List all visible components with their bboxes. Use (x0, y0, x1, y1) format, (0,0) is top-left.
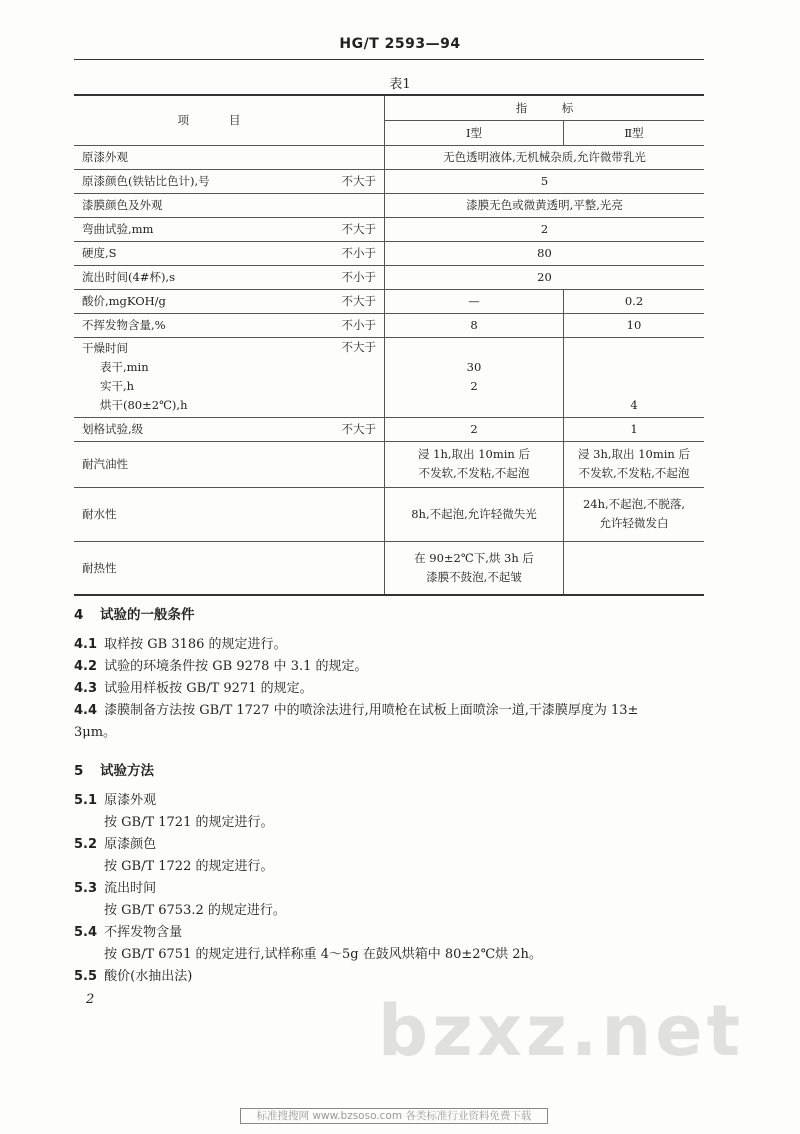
row-limit: 不小于 (328, 313, 385, 337)
row-value-type2 (564, 541, 705, 595)
clause-continuation: 3μm。 (74, 725, 117, 740)
row-limit: 不大于 (328, 169, 385, 193)
document-code: HG/T 2593—94 (339, 36, 461, 52)
row-value-type1 (385, 441, 564, 487)
row-limit (328, 145, 385, 169)
section-4-heading (74, 604, 714, 626)
table-header-row (74, 95, 704, 120)
table-row (74, 145, 704, 169)
row-value-type2 (564, 487, 705, 541)
drying-type1-surface: 30 (466, 360, 482, 374)
row-item: 流出时间(4#杯),s (82, 270, 175, 284)
table-row (74, 169, 704, 193)
clause-number: 4.3 (74, 681, 98, 696)
section-5 (74, 760, 714, 988)
row-value-type2: 10 (626, 318, 642, 332)
clause-text: 漆膜制备方法按 GB/T 1727 中的喷涂法进行,用喷枪在试板上面喷涂一道,干漆膜厚度为 13± (104, 703, 639, 718)
header-item: 项目 (74, 95, 385, 145)
clause-number: 4.2 (74, 659, 98, 674)
clause-text: 取样按 GB 3186 的规定进行。 (104, 637, 287, 652)
section-4 (74, 604, 714, 744)
row-limit (328, 441, 385, 487)
clause (74, 678, 714, 700)
row-value-type1: 8 (385, 313, 564, 337)
drying-hard: 实干,h (100, 379, 135, 393)
row-value: 漆膜无色或微黄透明,平整,光亮 (466, 198, 623, 212)
row-item: 划格试验,级 (82, 422, 144, 436)
clause-heading: 流出时间 (104, 881, 157, 896)
row-value: 80 (537, 246, 552, 260)
clause-number: 4.4 (74, 703, 98, 718)
section-number: 5 (74, 763, 84, 779)
header-type2: Ⅱ型 (624, 125, 644, 140)
row-value-type1 (385, 541, 564, 595)
clause-number: 4.1 (74, 637, 98, 652)
row-limit: 不小于 (328, 241, 385, 265)
clause-heading: 不挥发物含量 (104, 925, 183, 940)
row-limit (328, 487, 385, 541)
section-number: 4 (74, 607, 84, 623)
table-row (74, 217, 704, 241)
header-type1: Ⅰ型 (385, 120, 564, 145)
row-limit (328, 541, 385, 595)
table-row (74, 417, 704, 441)
row-item: 酸价,mgKOH/g (82, 294, 166, 308)
table-caption: 表1 (389, 77, 411, 92)
clause-title (74, 790, 714, 812)
gasoline-type1-line2: 不发软,不发粘,不起泡 (418, 466, 530, 480)
heat-type1-line1: 在 90±2℃下,烘 3h 后 (414, 550, 534, 565)
clause-text: 试验的环境条件按 GB 9278 中 3.1 的规定。 (104, 659, 368, 674)
row-value-type1: 8h,不起泡,允许轻微失光 (385, 487, 564, 541)
watermark: bzxz.net (378, 990, 745, 1072)
footer-link[interactable]: 标准搜搜网 www.bzsoso.com 各类标准行业资料免费下载 (240, 1108, 548, 1124)
clause-title (74, 834, 714, 856)
row-item: 漆膜颜色及外观 (82, 198, 163, 212)
table-row-drying (74, 337, 704, 417)
page-number: 2 (86, 992, 95, 1007)
clause (74, 634, 714, 656)
row-limit: 不大于 (328, 289, 385, 313)
row-value-type2: 1 (630, 422, 638, 436)
row-item: 耐水性 (82, 507, 117, 521)
row-item: 弯曲试验,mm (82, 222, 154, 236)
water-type2-line1: 24h,不起泡,不脱落, (582, 497, 685, 511)
clause (74, 700, 714, 722)
table-row (74, 193, 704, 217)
clause-title (74, 878, 714, 900)
row-limit: 不大于 (328, 217, 385, 241)
clause-title (74, 922, 714, 944)
row-item: 不挥发物含量,% (82, 318, 166, 332)
row-limit: 不小于 (328, 265, 385, 289)
table-row (74, 313, 704, 337)
drying-items (74, 337, 328, 417)
table-row-gasoline (74, 441, 704, 487)
table-row-water (74, 487, 704, 541)
drying-limit-cell (328, 337, 385, 417)
row-value: 5 (540, 174, 549, 188)
row-item: 原漆外观 (82, 150, 128, 164)
drying-limit: 不大于 (341, 339, 376, 354)
gasoline-type2-line1: 浸 3h,取出 10min 后 (578, 447, 690, 461)
clause-text: 按 GB/T 6753.2 的规定进行。 (104, 903, 286, 918)
drying-type1-hard: 2 (470, 379, 478, 393)
row-value: 20 (537, 270, 552, 284)
clause (74, 656, 714, 678)
clause-heading: 酸价(水抽出法) (104, 969, 193, 984)
clause-heading: 原漆外观 (104, 793, 157, 808)
row-item: 耐汽油性 (82, 457, 128, 471)
gasoline-type2-line2: 不发软,不发粘,不起泡 (578, 466, 690, 480)
drying-surface: 表干,min (100, 360, 149, 374)
header-divider (74, 59, 704, 60)
clause-title (74, 966, 714, 988)
row-item: 硬度,S (82, 246, 117, 260)
water-type2-line2: 允许轻微发白 (599, 516, 669, 530)
section-title: 试验方法 (100, 763, 154, 779)
clause-heading: 原漆颜色 (104, 837, 157, 852)
drying-bake: 烘干(80±2℃),h (100, 398, 188, 412)
drying-type2-bake: 4 (630, 398, 638, 412)
clause-text: 按 GB/T 6751 的规定进行,试样称重 4～5g 在鼓风烘箱中 80±2℃烘 2h。 (104, 947, 542, 962)
clause-text: 按 GB/T 1721 的规定进行。 (104, 815, 274, 830)
row-limit: 不大于 (328, 417, 385, 441)
clause-number: 5.3 (74, 881, 98, 896)
drying-type1 (385, 337, 564, 417)
row-limit (328, 193, 385, 217)
drying-title: 干燥时间 (82, 341, 128, 355)
row-value-type2 (564, 441, 705, 487)
table-row (74, 289, 704, 313)
clause-number: 5.4 (74, 925, 98, 940)
spec-table (74, 94, 704, 596)
header-indicator: 指 标 (515, 100, 574, 115)
clause-number: 5.2 (74, 837, 98, 852)
section-title: 试验的一般条件 (100, 607, 195, 623)
row-value-type1: 2 (385, 417, 564, 441)
table-row-heat (74, 541, 704, 595)
row-value: 2 (540, 222, 549, 236)
row-item: 耐热性 (82, 560, 117, 575)
row-value-type2: 0.2 (624, 294, 644, 308)
row-value: 无色透明液体,无机械杂质,允许微带乳光 (443, 150, 646, 164)
clause-number: 5.1 (74, 793, 98, 808)
clause-text: 按 GB/T 1722 的规定进行。 (104, 859, 274, 874)
heat-type1-line2: 漆膜不鼓泡,不起皱 (426, 569, 522, 584)
table-row (74, 265, 704, 289)
section-5-heading (74, 760, 714, 782)
drying-type2 (564, 337, 705, 417)
clause-text: 试验用样板按 GB/T 9271 的规定。 (104, 681, 313, 696)
table-row (74, 241, 704, 265)
row-item: 原漆颜色(铁钴比色计),号 (82, 174, 210, 188)
clause-number: 5.5 (74, 969, 98, 984)
row-value-type1: — (385, 289, 564, 313)
gasoline-type1-line1: 浸 1h,取出 10min 后 (418, 447, 530, 461)
